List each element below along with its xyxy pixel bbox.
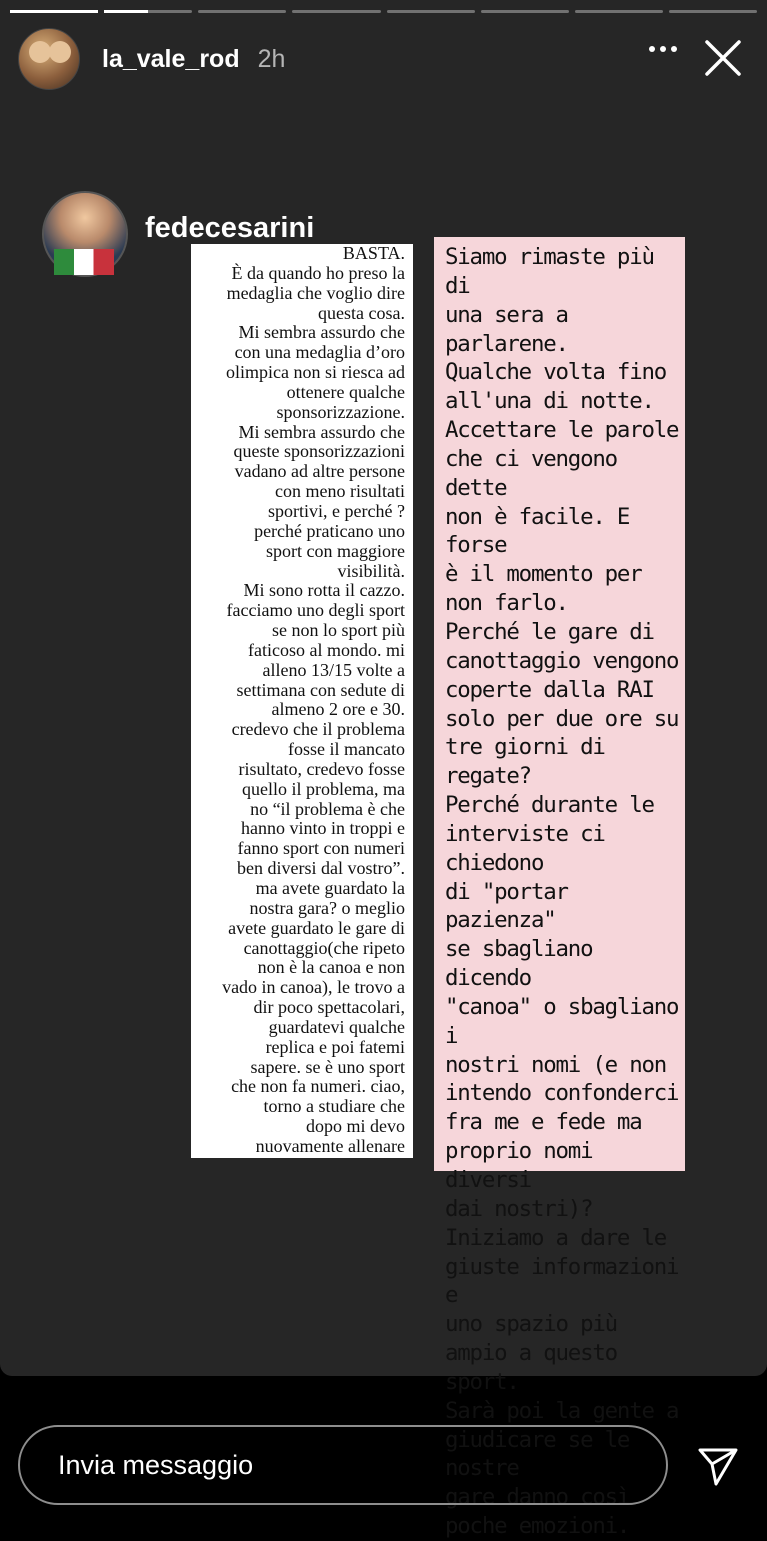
reposted-username[interactable]: fedecesarini <box>145 212 315 244</box>
more-options-icon[interactable] <box>649 46 677 52</box>
progress-segment <box>104 10 192 13</box>
progress-segment <box>481 10 569 13</box>
progress-segment <box>198 10 286 13</box>
progress-segment <box>387 10 475 13</box>
close-icon[interactable] <box>701 36 745 80</box>
progress-segment <box>669 10 757 13</box>
story-progress-bar <box>10 10 757 13</box>
right-text-card: Siamo rimaste più di una sera a parlarene. Qualche volta fino all'una di notte. Accettare le parole che ci vengono dette non è facile. E forse è il momento per non farlo. Perché le gare di canottaggio vengono coperte dalla RAI solo per due ore su tre giorni di regate? Perché durante le interviste ci chiedono di "portar pazienza" se sbagliano dicendo "canoa" o sbagliano i nostri nomi (e non intendo confonderci fra me e fede ma proprio nomi diversi dai nostri)? Iniziamo a dare le giuste informazioni e uno spazio più ampio a questo sport. Sarà poi la gente a giudicare se le nostre gare danno così poche emozioni. <box>434 237 685 1171</box>
story-header <box>18 28 757 90</box>
story-username[interactable]: la_vale_rod <box>102 44 240 73</box>
story-timestamp: 2h <box>257 44 286 73</box>
user-avatar[interactable] <box>18 28 80 90</box>
message-input-placeholder: Invia messaggio <box>58 1449 254 1480</box>
message-input[interactable] <box>18 1425 668 1505</box>
send-icon[interactable] <box>696 1444 740 1488</box>
reposted-user-avatar[interactable] <box>42 191 128 277</box>
progress-segment <box>10 10 98 13</box>
progress-segment <box>292 10 380 13</box>
progress-segment <box>575 10 663 13</box>
left-text-card: BASTA. È da quando ho preso la medaglia che voglio dire questa cosa. Mi sembra assurdo che con una medaglia d’oro olimpica non si riesca ad ottenere qualche sponsorizzazione. Mi sembra assurdo che queste sponsorizzazioni vadano ad altre persone con meno risultati sportivi, e perché ? perché praticano uno sport con maggiore visibilità. Mi sono rotta il cazzo. facciamo uno degli sport se non lo sport più faticoso al mondo. mi alleno 13/15 volte a settimana con sedute di almeno 2 ore e 30. credevo che il problema fosse il mancato risultato, credevo fosse quello il problema, ma no “il problema è che hanno vinto in troppi e fanno sport con numeri ben diversi dal vostro”. ma avete guardato la nostra gara? o meglio avete guardato le gare di canottaggio(che ripeto non è la canoa e non vado in canoa), le trovo a dir poco spettacolari, guardatevi qualche replica e poi fatemi sapere. se è uno sport che non fa numeri. ciao, torno a studiare che dopo mi devo nuovamente allenare <box>191 244 413 1158</box>
